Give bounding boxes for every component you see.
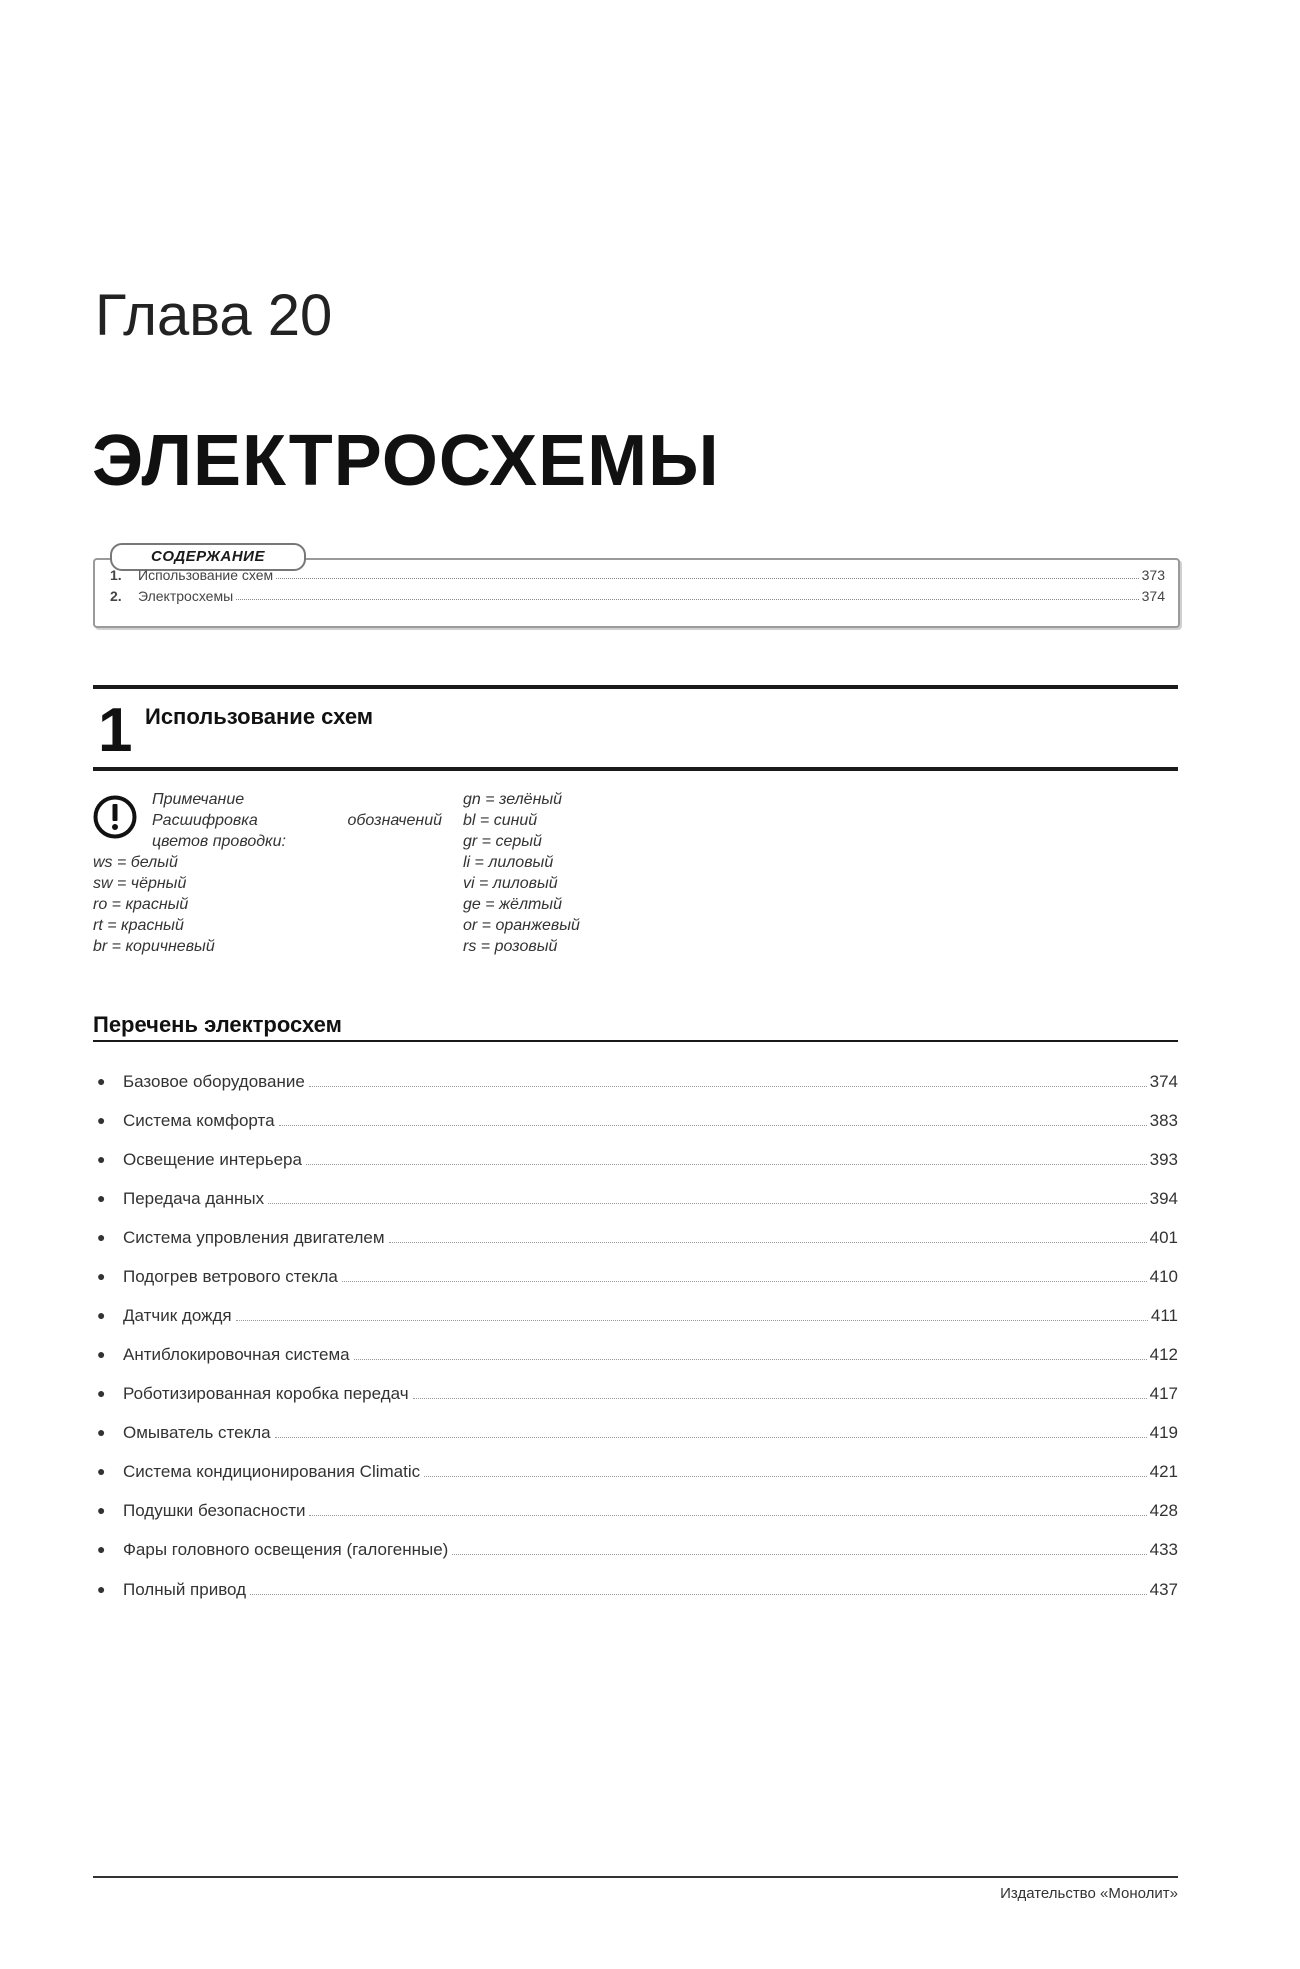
diagram-list-item[interactable] (93, 1265, 1178, 1287)
diagram-list-item-page: 417 (1149, 1384, 1178, 1403)
color-legend-left (93, 852, 215, 957)
bullet-icon: ● (97, 1112, 106, 1128)
diagram-list-item-label: Роботизированная коробка передач (123, 1384, 409, 1403)
toc-item-number: 2. (110, 588, 122, 604)
diagram-list-item[interactable] (93, 1499, 1178, 1521)
bullet-icon: ● (97, 1581, 106, 1597)
dot-leader (452, 1554, 1146, 1555)
diagram-list-item-label: Омыватель стекла (123, 1423, 271, 1442)
color-code: rt = красный (93, 917, 184, 934)
toc-heading: СОДЕРЖАНИЕ (110, 543, 306, 571)
color-code: vi = лиловый (463, 875, 558, 892)
dot-leader (389, 1242, 1147, 1243)
diagram-list-item-page: 421 (1149, 1462, 1178, 1481)
diagram-list-item-page: 419 (1149, 1423, 1178, 1442)
footer-rule (93, 1876, 1178, 1878)
diagram-list-item-label: Освещение интерьера (123, 1150, 302, 1169)
section-top-rule (93, 685, 1178, 689)
diagram-list-item-page: 437 (1149, 1580, 1178, 1599)
toc-item[interactable] (110, 586, 1165, 604)
note-intro-word: Расшифровка (152, 812, 258, 829)
diagram-list-item[interactable] (93, 1382, 1178, 1404)
dot-leader (424, 1476, 1147, 1477)
color-code: or = оранжевый (463, 917, 580, 934)
exclamation-circle-icon (93, 795, 137, 839)
dot-leader (309, 1515, 1146, 1516)
diagram-list-item[interactable] (93, 1109, 1178, 1131)
diagram-list-item-page: 374 (1149, 1072, 1178, 1091)
bullet-icon: ● (97, 1229, 106, 1245)
dot-leader (354, 1359, 1147, 1360)
color-code: sw = чёрный (93, 875, 187, 892)
diagram-list-item-page: 433 (1149, 1540, 1178, 1559)
dot-leader (342, 1281, 1147, 1282)
diagram-list-item-label: Фары головного освещения (галогенные) (123, 1540, 449, 1559)
diagram-list-item-label: Передача данных (123, 1189, 265, 1208)
diagram-list-rule (93, 1040, 1178, 1042)
bullet-icon: ● (97, 1541, 106, 1557)
color-code: ws = белый (93, 854, 178, 871)
bullet-icon: ● (97, 1190, 106, 1206)
chapter-label: Глава 20 (95, 283, 333, 348)
diagram-list-item-page: 411 (1150, 1306, 1178, 1325)
diagram-list-item[interactable] (93, 1226, 1178, 1248)
diagram-list-item-label: Подушки безопасности (123, 1501, 306, 1520)
bullet-icon: ● (97, 1151, 106, 1167)
toc-item-label: Использование схем (138, 567, 274, 583)
section-title: Использование схем (145, 704, 374, 729)
color-code: gr = серый (463, 833, 542, 850)
diagram-list-item[interactable] (93, 1187, 1178, 1209)
bullet-icon: ● (97, 1268, 106, 1284)
note-intro-line (152, 810, 442, 831)
diagram-list-heading: Перечень электросхем (93, 1012, 342, 1037)
diagram-list-item-label: Система кондиционирования Climatic (123, 1462, 421, 1481)
diagram-list-item-label: Система комфорта (123, 1111, 275, 1130)
dot-leader (413, 1398, 1147, 1399)
diagram-list-item-label: Датчик дождя (123, 1306, 232, 1325)
toc-item-page: 374 (1141, 588, 1165, 604)
chapter-title: ЭЛЕКТРОСХЕМЫ (92, 421, 720, 501)
color-code: li = лиловый (463, 854, 554, 871)
color-code: ge = жёлтый (463, 896, 562, 913)
bullet-icon: ● (97, 1307, 106, 1323)
note-title: Примечание (152, 791, 245, 808)
diagram-list-item[interactable] (93, 1538, 1178, 1560)
dot-leader (268, 1203, 1147, 1204)
dot-leader (236, 599, 1139, 600)
color-code: rs = розовый (463, 938, 558, 955)
diagram-list-item-page: 383 (1149, 1111, 1178, 1130)
publisher-name: Издательство «Монолит» (1000, 1885, 1178, 1902)
dot-leader (309, 1086, 1147, 1087)
note-intro (152, 789, 442, 852)
bullet-icon: ● (97, 1346, 106, 1362)
note-intro-word: обозначений (347, 812, 442, 829)
dot-leader (276, 578, 1138, 579)
diagram-list-item-page: 394 (1149, 1189, 1178, 1208)
diagram-list-item[interactable] (93, 1460, 1178, 1482)
diagram-list-item[interactable] (93, 1148, 1178, 1170)
bullet-icon: ● (97, 1385, 106, 1401)
diagram-list-item-page: 401 (1149, 1228, 1178, 1247)
color-code: ro = красный (93, 896, 189, 913)
color-code: gn = зелёный (463, 791, 563, 808)
diagram-list-item[interactable] (93, 1421, 1178, 1443)
dot-leader (306, 1164, 1147, 1165)
bullet-icon: ● (97, 1073, 106, 1089)
dot-leader (279, 1125, 1147, 1126)
diagram-list-item-page: 412 (1149, 1345, 1178, 1364)
section-number: 1 (98, 696, 133, 765)
toc-item[interactable] (110, 565, 1165, 583)
diagram-list-item-label: Система упровления двигателем (123, 1228, 385, 1247)
diagram-list-item-page: 410 (1149, 1267, 1178, 1286)
diagram-list-item-page: 393 (1149, 1150, 1178, 1169)
note-intro-line: цветов проводки: (152, 833, 286, 850)
bullet-icon: ● (97, 1424, 106, 1440)
toc-item-number: 1. (110, 567, 122, 583)
toc-item-page: 373 (1141, 567, 1165, 583)
section-bottom-rule (93, 767, 1178, 771)
diagram-list-item[interactable] (93, 1343, 1178, 1365)
diagram-list-item-label: Базовое оборудование (123, 1072, 305, 1091)
dot-leader (236, 1320, 1148, 1321)
diagram-list-item[interactable] (93, 1070, 1178, 1092)
diagram-list-item-label: Подогрев ветрового стекла (123, 1267, 338, 1286)
color-code: br = коричневый (93, 938, 215, 955)
bullet-icon: ● (97, 1502, 106, 1518)
color-legend-right (463, 789, 580, 957)
toc-item-label: Электросхемы (138, 588, 234, 604)
diagram-list-item-label: Полный привод (123, 1580, 247, 1599)
diagram-list-item-page: 428 (1149, 1501, 1178, 1520)
bullet-icon: ● (97, 1463, 106, 1479)
diagram-list-item-label: Антиблокировочная система (123, 1345, 350, 1364)
dot-leader (275, 1437, 1147, 1438)
color-code: bl = синий (463, 812, 538, 829)
dot-leader (250, 1594, 1147, 1595)
diagram-list-item[interactable] (93, 1578, 1178, 1600)
diagram-list-item[interactable] (93, 1304, 1178, 1326)
